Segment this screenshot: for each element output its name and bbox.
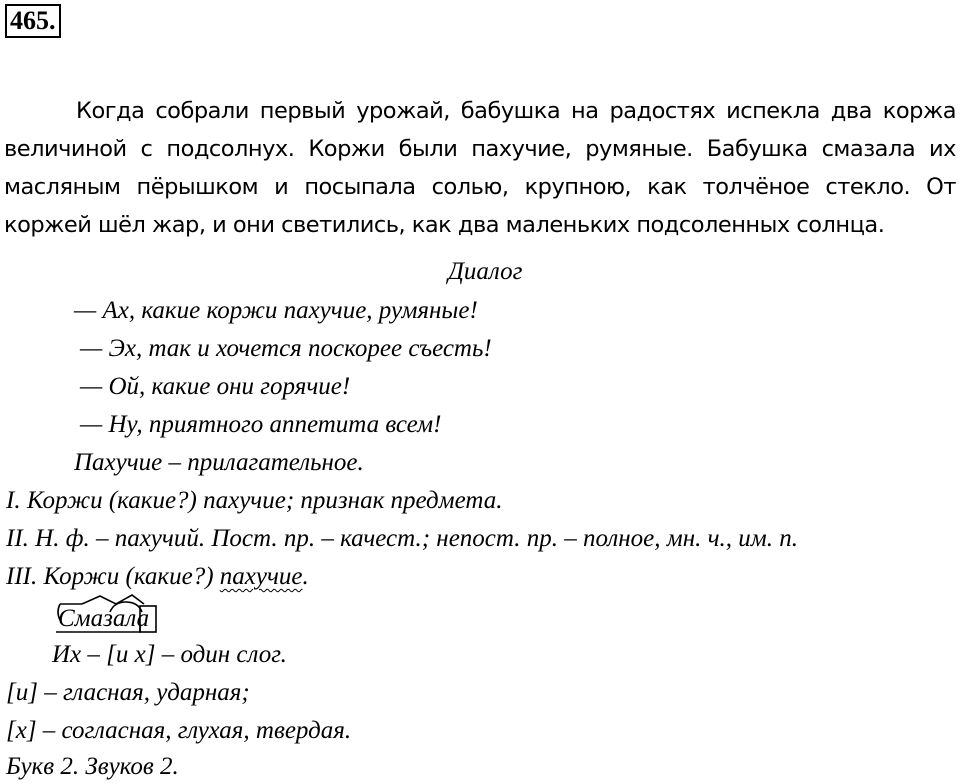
phonetic-line-1: Их – [и х] – один слог. bbox=[52, 641, 287, 668]
wavy-underlined-word: пахучие bbox=[219, 563, 303, 590]
phonetic-line-4: Букв 2. Звуков 2. bbox=[6, 753, 179, 780]
analysis-point-3 bbox=[6, 562, 309, 592]
morpheme-analysis bbox=[52, 592, 172, 636]
exercise-number: 465. bbox=[5, 4, 61, 38]
dialog-line-1: — Ах, какие коржи пахучие, румяные! bbox=[74, 297, 478, 324]
main-paragraph: Когда собрали первый урожай, бабушка на радостях испекла два коржа величиной с подсолнух. Коржи были пахучие, румяные. Бабушка смазала их масляным пёрышком и посыпала солью, крупною, как толчёное стекло. От коржей шёл жар, и они светились, как два маленьких подсоленных солнца. bbox=[4, 98, 956, 238]
morpheme-word: Смазала bbox=[58, 605, 150, 632]
phonetic-line-3: [х] – согласная, глухая, твердая. bbox=[6, 717, 352, 744]
analysis-point-3-prefix: III. Коржи (какие?) bbox=[6, 563, 220, 590]
analysis-point-3-suffix: . bbox=[302, 563, 309, 590]
main-text bbox=[4, 92, 956, 244]
analysis-point-1: I. Коржи (какие?) пахучие; признак предмета. bbox=[6, 487, 503, 514]
analysis-point-2: II. Н. ф. – пахучий. Пост. пр. – качест.; непост. пр. – полное, мн. ч., им. п. bbox=[6, 525, 799, 552]
dialog-line-4: — Ну, приятного аппетита всем! bbox=[80, 411, 442, 438]
dialog-title: Диалог bbox=[448, 258, 523, 285]
analysis-heading: Пахучие – прилагательное. bbox=[74, 449, 364, 476]
dialog-line-2: — Эх, так и хочется поскорее съесть! bbox=[80, 335, 492, 362]
phonetic-line-2: [и] – гласная, ударная; bbox=[6, 679, 250, 706]
dialog-line-3: — Ой, какие они горячие! bbox=[80, 373, 351, 400]
suffix-mark-icon bbox=[82, 595, 144, 604]
